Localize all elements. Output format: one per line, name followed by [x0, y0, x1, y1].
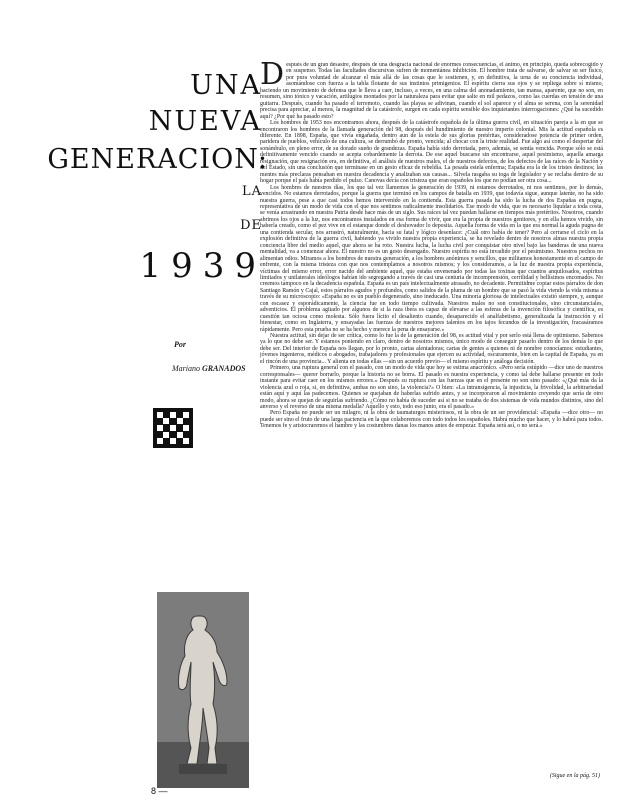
sculpture-figure-icon: [157, 592, 249, 788]
intro-paragraph: [260, 62, 603, 120]
body-paragraph: Los hombres de 1953 nos encontramos ahora, después de la catástrofe española de la última guerra civil, en situación pareja a la en que se encontraron los hombres de la llamada generación del 98, después del hundimiento de nuestro imperio colonial. Mis la actitud española es diferente. En 1898, España, que vivía engañada, dentro aun de la estela de sus glorias pretéritas, consideradose potencia de primer orden, paridera de pueblos, vehículo de una cultura, se derrumbó de pronto, vencida; al chocar con la triste realidad. Fue algo así como el despertar del sonámbulo, en pleno error, de su dorado sueño de grandezas. España había sido derrotada, pero, además, se sentía vencida. Porque sólo se está definitivamente vencido cuando se acepta cobardemente la derrota. De ese aquel buscarse sin encontrarse, aquel pesimismo, aquella amarga resignación, que resignación era, en definitiva, el análisis de nuestros males, el de nuestros defectos, de los defectos de las raíces de la Nación y del Estado, sin una conclusión que terminase en un gesto eficaz de rebeldía. La pesada estela enferma; España era la de los tristes destinos; las mentes más preclaras pensaban en nuestra decadencia y analizaban sus causas... Silvela rasgaba su toga de legislador y se reclaba dentro de su hogar porque el país había perdido el pulso. Canovas decía con tristeza que eran españoles los que no podían ser otra cosa...: [260, 120, 603, 185]
continued-note: (Sigue en la pág. 51): [549, 773, 600, 779]
sculpture-photo: [157, 592, 249, 788]
page-number: 8 —: [151, 786, 168, 796]
title-line-1: UNA: [190, 70, 262, 101]
body-paragraph: Pero España no puede ser un milagro, ni la obra de taumaturgos misteriosos, ni la obra de un ser providencial: «España —dice otro— no puede ser sino el fruto de una larga paciencia en la que colaboremos con todo todos los españoles. Habrá mucho que hacer, y lo habrá para todos. Tenemos fe y aristocraremos el hambre y las costumbres danas los manos antes de empezar. España será así, o no será.»: [260, 410, 603, 430]
byline-prefix: Por: [174, 340, 186, 349]
body-paragraph: Primero, una ruptura general con el pasado, con un modo de vida que hoy se estima anacrónico. «Pero sería estúpido —dice uno de nuestros corresponsales— querer borrarlo, porque la historia no se borra. El pasado es nuestra experiencia, y como tal debe hallarse presente en todo instante para evitar caer en los mismos errores.» Después su ruptura con las fuerzas que en el presente no son sino pasado: «¿Qué más da la violencia azul o roja, si, en definitiva, ambas no son sino, la violencia?» O bien: «La intransigencia, la injusticia, la frivolidad, la arbitrariedad están aquí y aquí las padecemos. Quienes se quejaban de haberlas sufrido antes, y se incorporaron al movimiento creyendo que sería de otro modo, ahora se quejan de seguirlas sufriendo. ¿Cómo no había de suceder así si no se trataba de dos sistemas de vida mundos distintos, sino del anverso y el reverso de una misma medalla? Aquello y esto, todo eso junto, era el pasado.»: [260, 365, 603, 411]
body-paragraph: Nuestra actitud, sin dejar de ser crítica, como lo fue la de la generación del 98, es actitud vital y por serlo está llena de optimismo. Sabemos ya lo que no debe ser. Y estamos poniendo en claro, dentro de nosotros mismos, único modo de conseguir pasarlo dentro de los demás lo que debe ser. Del interior de España nos llegan, por lo pronto, cartas alentadoras; cartas de gentes a quienes ni de nombre conocíamos: estudiantes, jóvenes ingenieros, médicos o abogados, trabajadores y profesionales que ejercen su actividad, oscuramente, bien en la capital de España, ya en el rincón de una provincia... Y alienta en todas ellas —sin un acuerdo previo— el mismo espíritu y análoga decisión.: [260, 333, 603, 365]
title-year: 1939: [139, 246, 266, 286]
author-name: [172, 364, 246, 373]
title-line-3: GENERACION:: [47, 144, 268, 175]
author-first-name: Mariano: [172, 364, 200, 373]
intro-text: espués de un gran desastre, después de una desgracia nacional de enormes consecuencias, el ánimo, en principio, queda sobrecogido y en suspenso. Todas las facultades discursivas sufren de momentánea inhibición. El hombre trata de salvarse, de salvar su ser físico, por pura voluntad de alcanzar el más allá de las cosas que le sostienen, y, en definitiva, la urna de su conciencia individual, asomándose con fuerza a la tabla flotante de sus instintos primigenios. El espíritu cierra sus ojos y se repliega sobre sí mismo, haciendo un movimiento de defensa que le lleva a caer, incluso, a veces, en una calma del anonadamiento, tan mansa, aparente, que no son, en resumen, sino tónico y vacación, artilugios montados por la naturaleza para evitar que salte en mil pedazos, como las cuerdas en tensión de una guitarra. Después, cuando ha pasado el terremoto, cuando las playas se adivinan, cuando el sol aparece y el alma se serena, con la serenidad precisa para apreciar, al menos, la magnitud de la catástrofe, surgen en cada espíritu sensible dos inquietantes interrogaciones: ¿Qué ha sucedido aquí? ¿Por qué ha pasado esto?: [260, 62, 603, 120]
drop-cap: D: [260, 62, 285, 92]
author-last-name: GRANADOS: [202, 364, 246, 373]
title-line-5: DE: [240, 218, 262, 233]
title-line-2: NUEVA: [148, 106, 262, 137]
body-paragraph: Los hombres de nuestros días, los que tal vez llamemos la generación de 1939, ni estamos derrotados, ni nos sentimos, por lo demás, vencidos. No estamos derrotados, porque la guerra que terminó en los campos de batalla en 1939, que todavía sigue, aunque latente, no ha sido nuestra guerra, pese a que casi todos hemos intervenido en la contienda. Esta guerra pasada ha sido la lucha de dos Españas en pugna, representativa de un modo de vida con el que nos sentimos radicalmente insolidarios. Ese modo de vida, que es necesario liquidar a toda costa, se venía arrastrando en nuestra Patria desde hace más de un siglo. Sus raíces tal vez puedan hallarse en tiempos más pretéritos. Nosotros, cuando abrimos los ojos a la luz, nos encontramos instalados en esa forma de vivir, que era la propia de nuestros genitores, y en ella hemos vivido, sin haberla creado, como el pez vive en el estanque donde el deshovador lo deposita. Aquella forma de vida en la que era normal la aguda pugna de una contienda secular, nos arrastró, naturalmente, hacia su fatal y lógico desenlace: ¿Cuál otro había de tener? Pero al cerrarse el ciclo en la explosión definitiva de la guerra civil, habiendo ya vivido nuestra propia experiencia, se ha revelado dentro de nosotros almas nuestra propia conciencia libre del medio aquel, que ahora se ha roto. Nuestra lucha, la lucha civil por conquistar otro nivel bajo las banderas de una nueva mentalidad, va a comenzar ahora. El nuestro no es un gesto desengaño. Nuestro espíritu no está invadido por el pesimismo. Nuestros pechos no alimentan odios. Miramos a los hombres de nuestra generación, a los hombres anónimos y sencillos, que militamos honestamente en el campo de enfrente, con la misma tristeza con que nos contemplamos a nosotros mismos; y los consideramos, a la luz de nuestra propia experiencia, víctimas del mismo error, error nacido del ambiente aquel, que estaba envenenado por todas las toxinas que cuantos anquilosados, espíritus limitados y unilaterales ideólogos habían ido segregando a través de casi una centuria de incomprensión, cerrilidad y bellísimos encomados. No creemos tampoco en la decadencia española. España es un país intelectualmente atrasado, no decadente. Permitidme copiar estos párrafos de don Santiago Ramón y Cajal, estos párrafos agudos y profundos, como salidos de la pluma de un hombre que se pasó la vida viendo la vida misma a través de su microscopio: «España no es un pueblo degenerado, sino ineducado. Una minoría gloriosa de intelectuales existió siempre, y, aunque con escasez y esporádicamente, la ciencia fue en todo tiempo cultivada. Nuestros males no son constitucionales, sino circunstanciales, adventicios. El problema agitado por algunos de si la raza ibera es capaz de elevarse a las esferas de la invención filosófica y científica, es cuestión tan ociosa como molesta. Sólo fuera lícito el desaliento cuando, desaparecido el analfabetismo, generalizada la instrucción y el bienestar, como en Inglaterra, y ensayadas las fuerzas de nuestros mejores talentos en los tajos fecundos de la investigación, fracasáramos rápidamente. Pero esta prueba no se ha hecho y merece la pena de ensayarse.»: [260, 184, 603, 333]
decorative-ornament-icon: [153, 408, 193, 448]
article-body: [260, 62, 603, 780]
title-line-4: LA: [241, 184, 262, 199]
